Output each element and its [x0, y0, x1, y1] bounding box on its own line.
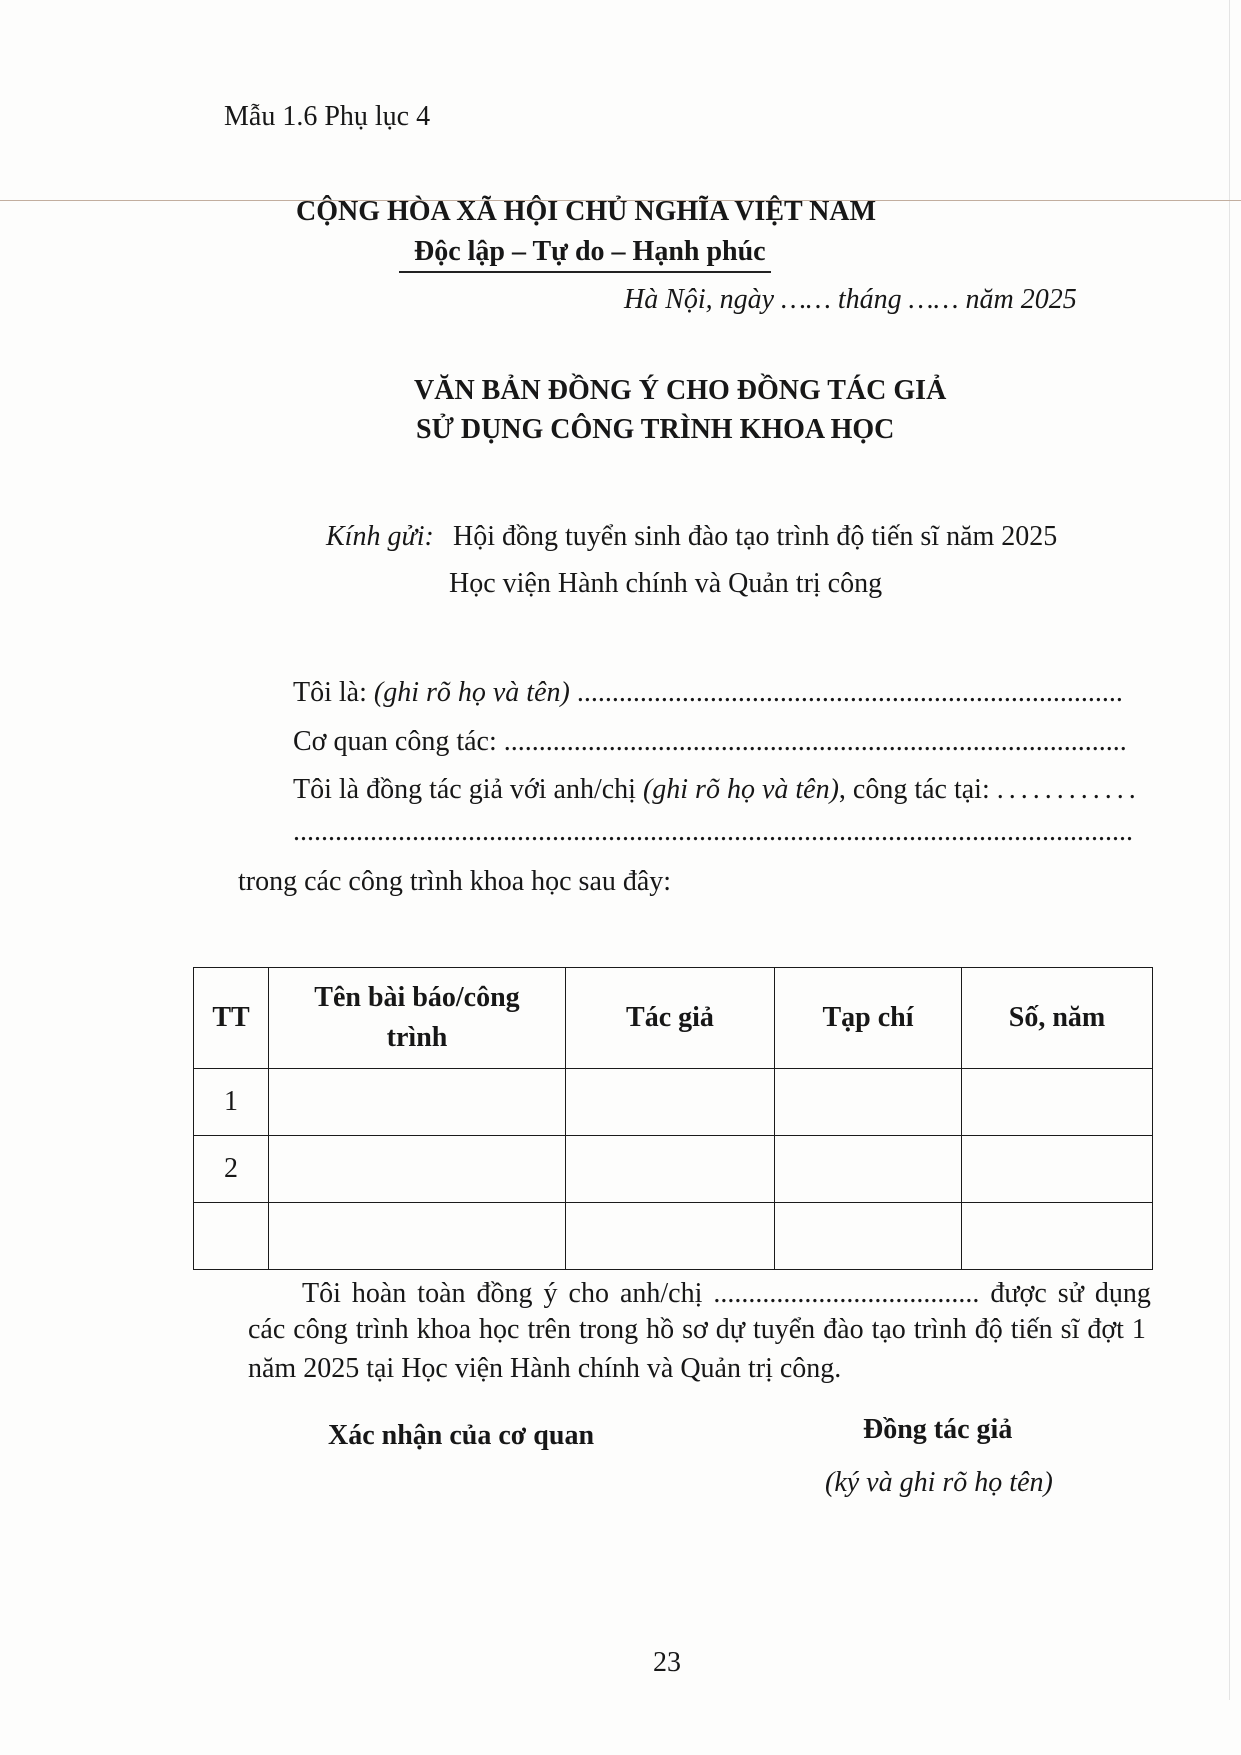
recipient-line-1: Hội đồng tuyển sinh đào tạo trình độ tiến sĩ năm 2025	[453, 521, 1058, 552]
consent-line-2: các công trình khoa học trên trong hồ sơ dự tuyển đào tạo trình độ tiến sĩ đợt 1	[248, 1314, 1146, 1345]
table-row	[194, 1203, 1153, 1270]
motto-underline	[399, 271, 771, 273]
recipient-label: Kính gửi:	[326, 521, 434, 552]
table-cell-authors	[566, 1136, 775, 1203]
table-cell-no	[194, 1203, 269, 1270]
document-title-line-1: VĂN BẢN ĐỒNG Ý CHO ĐỒNG TÁC GIẢ	[414, 375, 947, 406]
continuation-blank-line: ........................................................................................................................	[293, 816, 1133, 847]
name-field-blank: ..............................................................................	[576, 677, 1123, 708]
consent-suffix: được sử dụng	[990, 1278, 1151, 1309]
coauthor-field-hint: (ghi rõ họ và tên)	[642, 774, 839, 805]
table-cell-title	[269, 1203, 566, 1270]
scan-edge-line	[1229, 0, 1230, 1700]
consent-line-3: năm 2025 tại Học viện Hành chính và Quản trị công.	[248, 1353, 842, 1384]
name-field-line	[293, 677, 1138, 709]
table-header-issue-year: Số, năm	[962, 968, 1153, 1069]
table-row	[194, 1136, 1153, 1203]
table-cell-title	[269, 1069, 566, 1136]
agency-field-label: Cơ quan công tác:	[293, 726, 497, 757]
page-number: 23	[653, 1647, 681, 1678]
form-code: Mẫu 1.6 Phụ lục 4	[224, 101, 431, 132]
works-table	[193, 967, 1153, 1270]
table-cell-no: 1	[194, 1069, 269, 1136]
motto: Độc lập – Tự do – Hạnh phúc	[414, 236, 766, 267]
name-field-hint: (ghi rõ họ và tên)	[373, 677, 570, 708]
coauthor-signature-title: Đồng tác giả	[863, 1414, 1013, 1445]
table-cell-journal	[775, 1203, 962, 1270]
document-title-line-2: SỬ DỤNG CÔNG TRÌNH KHOA HỌC	[416, 414, 895, 445]
table-header-authors: Tác giả	[566, 968, 775, 1069]
works-intro: trong các công trình khoa học sau đây:	[238, 866, 672, 897]
table-cell-authors	[566, 1069, 775, 1136]
recipient-line-2: Học viện Hành chính và Quản trị công	[449, 568, 883, 599]
consent-blank: ......................................	[713, 1278, 980, 1309]
coauthor-field-line	[293, 774, 1141, 806]
table-header-row	[194, 968, 1153, 1069]
agency-field-line	[293, 726, 1138, 758]
table-cell-authors	[566, 1203, 775, 1270]
coauthor-field-label: Tôi là đồng tác giả với anh/chị	[293, 774, 636, 805]
table-header-title: Tên bài báo/công trình	[269, 968, 566, 1069]
table-cell-journal	[775, 1136, 962, 1203]
table-cell-issue-year	[962, 1203, 1153, 1270]
coauthor-field-suffix: , công tác tại:	[838, 774, 990, 805]
nation-heading: CỘNG HÒA XÃ HỘI CHỦ NGHĨA VIỆT NAM	[296, 196, 877, 227]
consent-line-1	[302, 1278, 1154, 1310]
table-cell-no: 2	[194, 1136, 269, 1203]
coauthor-field-blank: ............	[996, 774, 1141, 805]
table-cell-journal	[775, 1069, 962, 1136]
coauthor-signature-note: (ký và ghi rõ họ tên)	[825, 1467, 1053, 1498]
consent-prefix: Tôi hoàn toàn đồng ý cho anh/chị	[302, 1278, 703, 1309]
table-cell-title	[269, 1136, 566, 1203]
table-header-no: TT	[194, 968, 269, 1069]
agency-field-blank: .........................................................................................	[503, 726, 1127, 757]
table-row	[194, 1069, 1153, 1136]
table-cell-issue-year	[962, 1069, 1153, 1136]
place-date: Hà Nội, ngày …… tháng …… năm 2025	[624, 284, 1077, 315]
table-header-journal: Tạp chí	[775, 968, 962, 1069]
agency-confirmation-title: Xác nhận của cơ quan	[328, 1420, 595, 1451]
table-cell-issue-year	[962, 1136, 1153, 1203]
name-field-label: Tôi là:	[293, 677, 367, 708]
